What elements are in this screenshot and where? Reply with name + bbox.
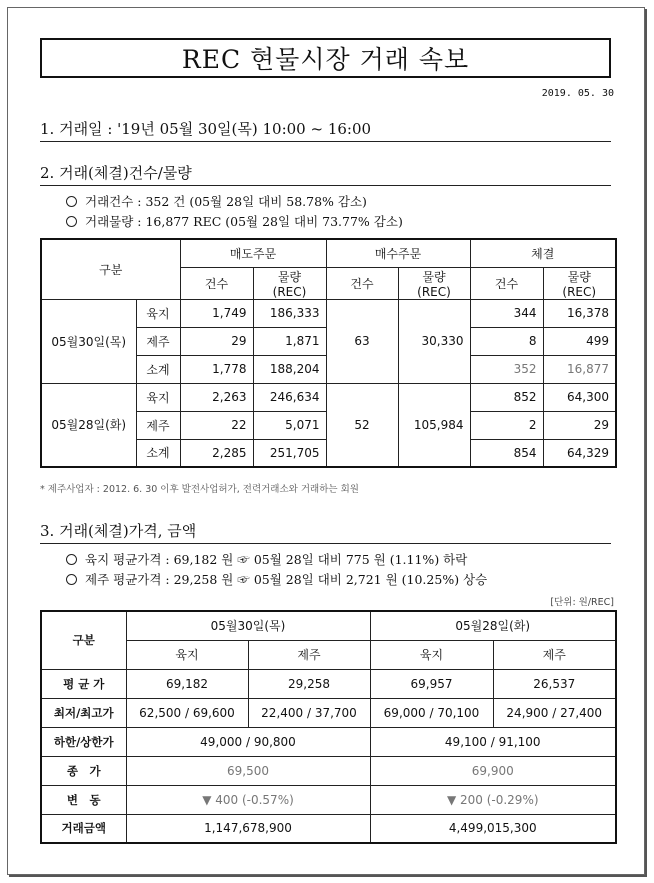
- trade-volume: 499: [543, 327, 616, 355]
- land-price-bullet: [66, 550, 467, 568]
- trade-count: 8: [470, 327, 543, 355]
- table1-header-trade: 체결: [470, 239, 616, 267]
- avg-value: 29,258: [248, 669, 370, 698]
- row-date: 05월30일(목): [41, 299, 136, 383]
- table1-header-volume: 물량 (REC): [253, 267, 326, 299]
- close-value: 69,900: [370, 756, 616, 785]
- volume-table: [40, 238, 617, 468]
- table1-header-volume: 물량 (REC): [398, 267, 470, 299]
- sell-volume: 186,333: [253, 299, 326, 327]
- trade-count: 352: [470, 355, 543, 383]
- minmax-value: 62,500 / 69,600: [126, 698, 248, 727]
- table-row: [41, 756, 616, 785]
- table1-header-sell: 매도주문: [180, 239, 326, 267]
- buy-volume: 30,330: [398, 299, 470, 383]
- avg-value: 26,537: [493, 669, 616, 698]
- trade-volume-text: 거래물량 : 16,877 REC (05월 28일 대비 73.77% 감소): [85, 214, 403, 229]
- table2-header-land: 육지: [370, 640, 493, 669]
- circle-bullet-icon: [66, 574, 77, 585]
- section3-title: 3. 거래(체결)가격, 금액: [40, 520, 611, 544]
- circle-bullet-icon: [66, 216, 77, 227]
- avg-value: 69,182: [126, 669, 248, 698]
- footnote: * 제주사업자 : 2012. 6. 30 이후 발전사업허가, 전력거래소와 거래하는 회원: [40, 484, 359, 495]
- unit-label: [단위: 원/REC]: [550, 597, 614, 608]
- amount-value: 4,499,015,300: [370, 814, 616, 843]
- buy-count: 63: [326, 299, 398, 383]
- row-type: 소계: [136, 355, 180, 383]
- table2-header-land: 육지: [126, 640, 248, 669]
- table-row: [41, 814, 616, 843]
- table1-header-count: 건수: [326, 267, 398, 299]
- row-type: 육지: [136, 299, 180, 327]
- trade-volume: 64,329: [543, 439, 616, 467]
- trade-volume: 16,378: [543, 299, 616, 327]
- table-row: [41, 299, 616, 327]
- sell-volume: 188,204: [253, 355, 326, 383]
- row-label-minmax: 최저/최고가: [41, 698, 126, 727]
- row-label-amount: 거래금액: [41, 814, 126, 843]
- table1-header-category: 구분: [41, 239, 180, 299]
- minmax-value: 22,400 / 37,700: [248, 698, 370, 727]
- row-date: 05월28일(화): [41, 383, 136, 467]
- trade-count: 854: [470, 439, 543, 467]
- table-row: [41, 698, 616, 727]
- table-row: [41, 669, 616, 698]
- page-title: REC 현물시장 거래 속보: [40, 38, 611, 78]
- table2-header-date2: 05월28일(화): [370, 611, 616, 640]
- section1-title: 1. 거래일 : '19년 05월 30일(목) 10:00 ~ 16:00: [40, 118, 611, 142]
- jeju-price-bullet: [66, 570, 487, 588]
- buy-volume: 105,984: [398, 383, 470, 467]
- trade-count: 852: [470, 383, 543, 411]
- change-value: ▼ 200 (-0.29%): [370, 785, 616, 814]
- table1-header-volume: 물량 (REC): [543, 267, 616, 299]
- table-row: [41, 727, 616, 756]
- minmax-value: 24,900 / 27,400: [493, 698, 616, 727]
- trade-count: 2: [470, 411, 543, 439]
- sell-count: 2,285: [180, 439, 253, 467]
- price-table: [40, 610, 617, 844]
- row-label-change: 변 동: [41, 785, 126, 814]
- table1-header-count: 건수: [470, 267, 543, 299]
- sell-volume: 246,634: [253, 383, 326, 411]
- trade-volume-bullet: [66, 212, 403, 230]
- report-date: 2019. 05. 30: [541, 88, 614, 99]
- sell-count: 1,749: [180, 299, 253, 327]
- limit-value: 49,100 / 91,100: [370, 727, 616, 756]
- table2-header-jeju: 제주: [493, 640, 616, 669]
- avg-value: 69,957: [370, 669, 493, 698]
- sell-count: 29: [180, 327, 253, 355]
- sell-count: 1,778: [180, 355, 253, 383]
- minmax-value: 69,000 / 70,100: [370, 698, 493, 727]
- trade-volume: 29: [543, 411, 616, 439]
- table2-header-date1: 05월30일(목): [126, 611, 370, 640]
- table-row: [41, 383, 616, 411]
- row-type: 육지: [136, 383, 180, 411]
- table2-header-category: 구분: [41, 611, 126, 669]
- sell-count: 2,263: [180, 383, 253, 411]
- trade-count: 344: [470, 299, 543, 327]
- sell-volume: 251,705: [253, 439, 326, 467]
- trade-volume: 64,300: [543, 383, 616, 411]
- circle-bullet-icon: [66, 554, 77, 565]
- row-label-avg: 평 균 가: [41, 669, 126, 698]
- close-value: 69,500: [126, 756, 370, 785]
- table1-header-count: 건수: [180, 267, 253, 299]
- sell-count: 22: [180, 411, 253, 439]
- row-type: 제주: [136, 411, 180, 439]
- buy-count: 52: [326, 383, 398, 467]
- jeju-price-text: 제주 평균가격 : 29,258 원 ☞ 05월 28일 대비 2,721 원 (10.25%) 상승: [85, 572, 488, 587]
- row-type: 소계: [136, 439, 180, 467]
- section2-title: 2. 거래(체결)건수/물량: [40, 162, 611, 186]
- row-type: 제주: [136, 327, 180, 355]
- table1-header-buy: 매수주문: [326, 239, 470, 267]
- amount-value: 1,147,678,900: [126, 814, 370, 843]
- table2-header-jeju: 제주: [248, 640, 370, 669]
- limit-value: 49,000 / 90,800: [126, 727, 370, 756]
- trade-count-text: 거래건수 : 352 건 (05월 28일 대비 58.78% 감소): [85, 194, 367, 209]
- change-value: ▼ 400 (-0.57%): [126, 785, 370, 814]
- trade-volume: 16,877: [543, 355, 616, 383]
- sell-volume: 5,071: [253, 411, 326, 439]
- land-price-text: 육지 평균가격 : 69,182 원 ☞ 05월 28일 대비 775 원 (1.11%) 하락: [85, 552, 468, 567]
- row-label-limit: 하한/상한가: [41, 727, 126, 756]
- sell-volume: 1,871: [253, 327, 326, 355]
- circle-bullet-icon: [66, 196, 77, 207]
- trade-count-bullet: [66, 192, 367, 210]
- row-label-close: 종 가: [41, 756, 126, 785]
- table-row: [41, 785, 616, 814]
